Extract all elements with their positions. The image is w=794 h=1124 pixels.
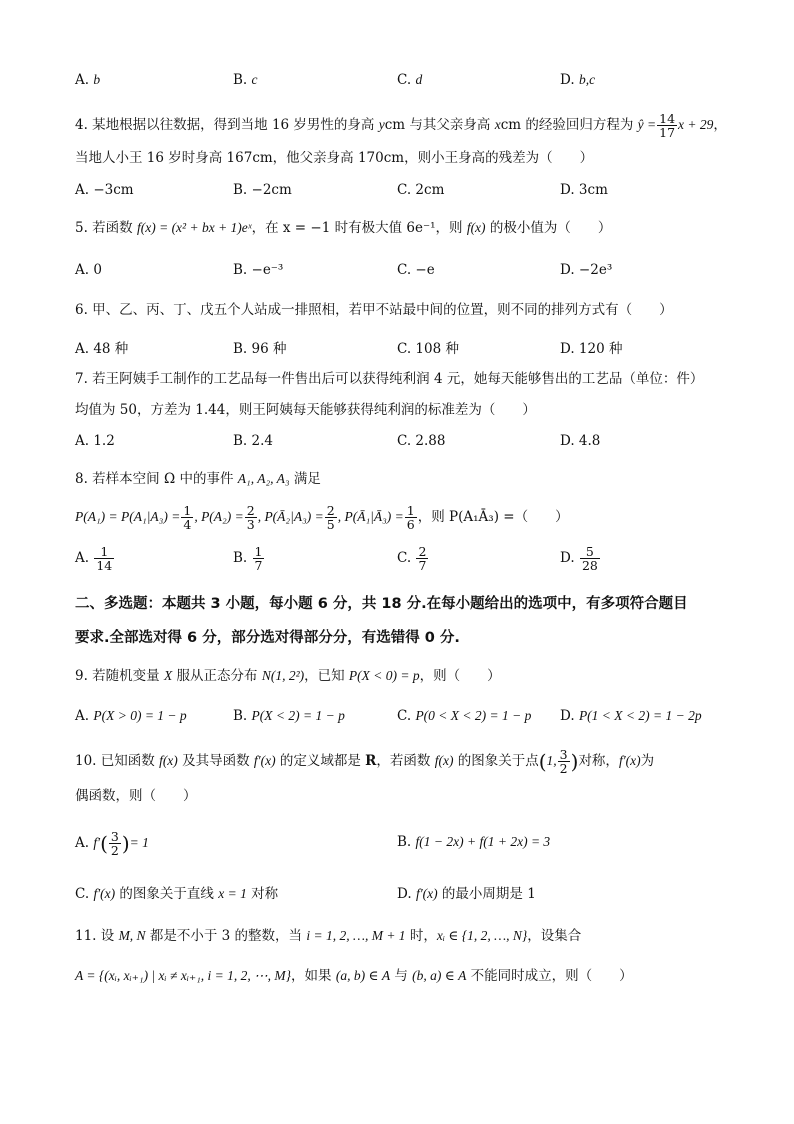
q8-stem-line1: 8. 若样本空间 Ω 中的事件 A₁, A₂, A₃ 满足 (75, 471, 321, 487)
q5-option-d: D. −2e³ (560, 262, 613, 278)
q5-option-c: C. −e (397, 262, 435, 278)
q5-stem: 5. 若函数 f(x) = (x² + bx + 1)eˣ，在 x = −1 时有极大值 6e⁻¹，则 f(x) 的极小值为（ ） (75, 220, 612, 236)
q8-option-b: B. $\frac{1}{7}$ (233, 544, 263, 573)
q8-options (0, 545, 794, 581)
q7-option-d: D. 4.8 (560, 433, 601, 449)
q8-option-d: D. $\frac{5}{28}$ (560, 544, 598, 573)
q10-option-c: C. f′(x) 的图象关于直线 x = 1 对称 (75, 886, 279, 902)
q7-option-c: C. 2.88 (397, 433, 446, 449)
q10-option-a: A. f′( $\frac{3}{2}$ )= 1 (75, 829, 149, 858)
q11-stem-line2: A = {(xᵢ, xᵢ₊₁) | xᵢ ≠ xᵢ₊₁, i = 1, 2, ⋯, M}，如果 (a, b) ∈ A 与 (b, a) ∈ A 不能同时成立，则（ ） (75, 968, 633, 984)
q9-option-b: B. P(X < 2) = 1 − p (233, 708, 345, 724)
q4-options (0, 180, 794, 206)
q3-option-b: B. c (233, 72, 258, 88)
q8-option-a: A. $\frac{1}{14}$ (75, 544, 113, 573)
q4-option-c: C. 2cm (397, 182, 445, 198)
q4-option-d: D. 3cm (560, 182, 608, 198)
q6-stem: 6. 甲、乙、丙、丁、戊五个人站成一排照相，若甲不站最中间的位置，则不同的排列方式有（ ） (75, 302, 673, 318)
q3-option-a: A. b (75, 72, 101, 88)
q9-options (0, 706, 794, 732)
q5-option-a: A. 0 (75, 262, 102, 278)
q9-option-a: A. P(X > 0) = 1 − p (75, 708, 187, 724)
q4-stem-line1: 4. 某地根据以往数据，得到当地 16 岁男性的身高 ycm 与其父亲身高 xcm 的经验回归方程为 ŷ = $\frac{14}{17}$ x + 29， (75, 111, 727, 140)
q4-stem-line2: 当地人小王 16 岁时身高 167cm，他父亲身高 170cm，则小王身高的残差为（ ） (75, 150, 594, 166)
q5-options (0, 260, 794, 286)
q3-options (0, 70, 794, 96)
q10-option-d: D. f′(x) 的最小周期是 1 (397, 886, 536, 902)
q11-stem-line1: 11. 设 M, N 都是不小于 3 的整数，当 i = 1, 2, …, M + 1 时，xᵢ ∈ {1, 2, …, N}，设集合 (75, 928, 582, 944)
q8-option-c: C. $\frac{2}{7}$ (397, 544, 427, 573)
q9-stem: 9. 若随机变量 X 服从正态分布 N(1, 2²)，已知 P(X < 0) = p，则（ ） (75, 668, 501, 684)
q6-option-a: A. 48 种 (75, 341, 129, 357)
q7-options (0, 431, 794, 457)
q9-option-d: D. P(1 < X < 2) = 1 − 2p (560, 708, 702, 724)
q6-option-b: B. 96 种 (233, 341, 287, 357)
q10-stem-line2: 偶函数，则（ ） (75, 788, 197, 804)
q3-option-c: C. d (397, 72, 423, 88)
q7-option-a: A. 1.2 (75, 433, 115, 449)
q6-options (0, 339, 794, 365)
q4-option-b: B. −2cm (233, 182, 292, 198)
q9-option-c: C. P(0 < X < 2) = 1 − p (397, 708, 532, 724)
q10-option-b: B. f(1 − 2x) + f(1 + 2x) = 3 (397, 834, 551, 850)
section2-heading-line1: 二、多选题：本题共 3 小题，每小题 6 分，共 18 分.在每小题给出的选项中，有多项符合题目 (75, 596, 688, 612)
q7-stem-line2: 均值为 50，方差为 1.44，则王阿姨每天能够获得纯利润的标准差为（ ） (75, 402, 536, 418)
q5-option-b: B. −e⁻³ (233, 262, 284, 278)
q7-stem-line1: 7. 若王阿姨手工制作的工艺品每一件售出后可以获得纯利润 4 元，她每天能够售出的工艺品（单位：件） (75, 371, 704, 387)
q10-stem-line1: 10. 已知函数 f(x) 及其导函数 f′(x) 的定义域都是 R，若函数 f(x) 的图象关于点(1, $\frac{3}{2}$ )对称，f′(x)为 (75, 747, 655, 776)
q6-option-d: D. 120 种 (560, 341, 623, 357)
q8-stem-line2: P(A₁) = P(A₁|A₃) = $\frac{1}{4}$ , P(A₂) = $\frac{2}{3}$ , P(Ā₂|A₃) = $\frac{2}{5}$ , P(Ā₁|Ā₃) = $\frac{1}{6}$ ，则 P(A₁Ā₃) =（ ） (75, 503, 569, 532)
q6-option-c: C. 108 种 (397, 341, 459, 357)
q4-slope-fraction: $\frac{14}{17}$ (659, 111, 676, 140)
q7-option-b: B. 2.4 (233, 433, 273, 449)
q3-option-d: D. b,c (560, 72, 596, 88)
section2-heading-line2: 要求.全部选对得 6 分，部分选对得部分分，有选错得 0 分. (75, 630, 460, 646)
q4-option-a: A. −3cm (75, 182, 134, 198)
